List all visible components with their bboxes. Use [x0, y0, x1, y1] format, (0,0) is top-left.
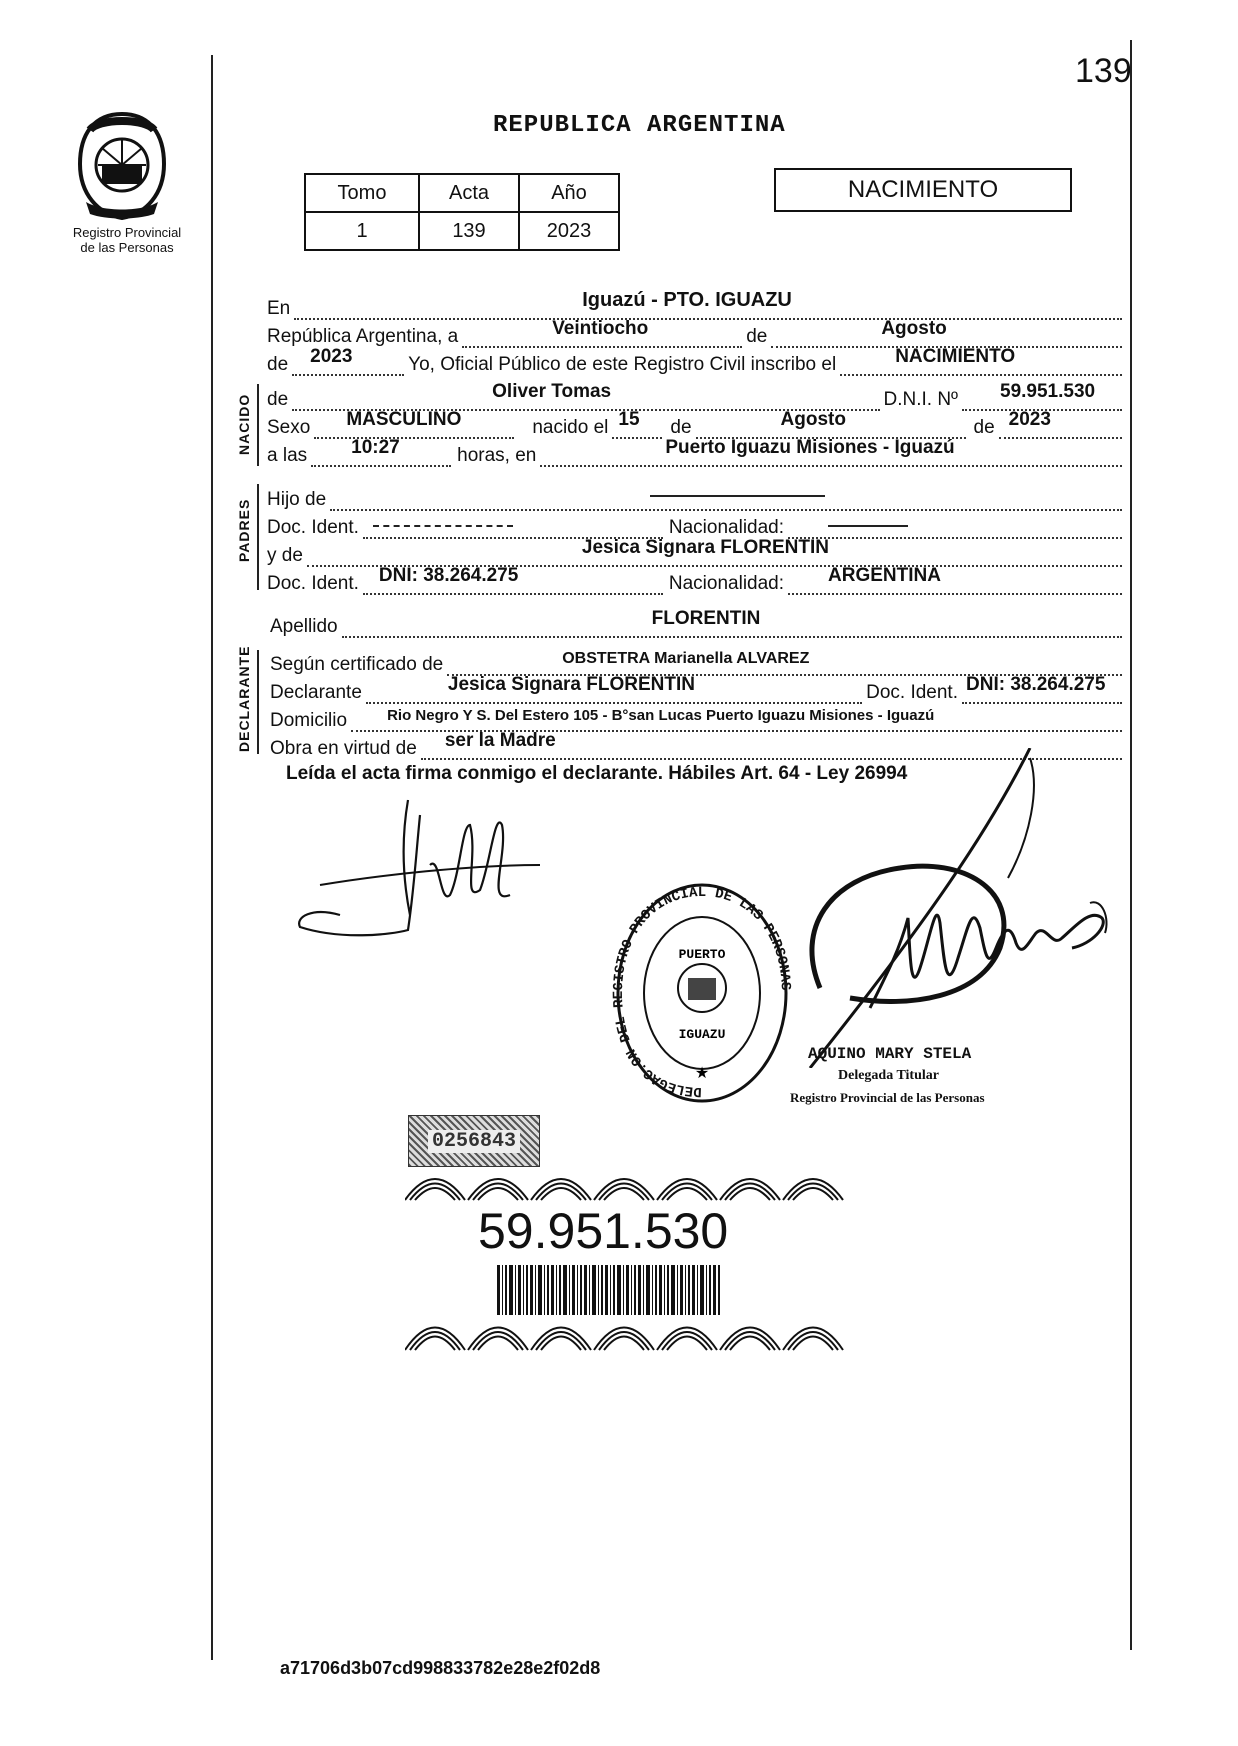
legal-text: Leída el acta firma conmigo el declarante. Hábiles Art. 64 - Ley 26994 — [286, 763, 908, 784]
birth-day: 15 — [618, 409, 640, 430]
birth-day-line — [612, 409, 662, 439]
section-nacido-brace — [257, 384, 259, 466]
type-value: NACIMIENTO — [895, 346, 1016, 367]
row-declarante — [270, 676, 1122, 704]
father-doc-line — [363, 515, 663, 539]
security-small-code: 0256843 — [428, 1130, 520, 1153]
oficial-text: Yo, Oficial Público de este Registro Civil inscribo el — [408, 354, 837, 375]
stamp-ring-text: DELEGAC.ON DEL REGISTRO PROVINCIAL DE LAS PERSONAS — [612, 884, 792, 1100]
birth-de-label: de — [670, 417, 692, 438]
footer-hash: a71706d3b07cd998833782e28e2f02d8 — [280, 1658, 601, 1678]
page-number: 139 — [1075, 52, 1132, 90]
row-nacido-name — [267, 383, 1122, 411]
acta-value-anio: 2023 — [519, 212, 619, 250]
en-value: Iguazú - PTO. IGUAZU — [582, 289, 792, 311]
father-name-blank — [650, 495, 825, 497]
father-nac-blank — [828, 525, 908, 527]
row-en — [267, 289, 1122, 320]
obra-value: ser la Madre — [444, 730, 556, 751]
row-certificado — [270, 648, 1122, 676]
republica-label: República Argentina, a — [267, 326, 459, 347]
declarante-doc: DNI: 38.264.275 — [966, 674, 1106, 695]
stamp-inner-bottom: IGUAZU — [678, 1027, 726, 1042]
official-stamp — [612, 878, 792, 1108]
record-type-box: NACIMIENTO — [774, 168, 1072, 212]
sexo-label: Sexo — [267, 417, 311, 438]
domicilio-value: Rio Negro Y S. Del Estero 105 - B°san Lucas Puerto Iguazu Misiones - Iguazú — [387, 707, 935, 724]
father-name-line — [330, 487, 1122, 511]
birth-de-label-2: de — [973, 417, 995, 438]
security-dni-number: 59.951.530 — [478, 1203, 729, 1259]
declarante-doc-label: Doc. Ident. — [866, 682, 958, 703]
row-republica — [267, 320, 1122, 348]
en-line — [294, 289, 1122, 320]
birth-month-line — [696, 409, 966, 439]
mother-nationality: ARGENTINA — [828, 565, 941, 586]
security-seal-code — [408, 1115, 540, 1167]
row-father-doc — [267, 511, 1122, 539]
nacido-el-label: nacido el — [532, 417, 609, 438]
country-title: REPUBLICA ARGENTINA — [493, 112, 786, 139]
official-name: AQUINO MARY STELA — [808, 1045, 972, 1063]
domicilio-label: Domicilio — [270, 710, 348, 731]
mother-doc-line — [363, 565, 663, 595]
logo-caption — [52, 225, 202, 255]
section-padres-brace — [257, 484, 259, 590]
logo-caption-line-1: Registro Provincial — [72, 225, 182, 240]
apellido-line — [342, 608, 1122, 638]
hour-line — [311, 437, 451, 467]
row-sexo — [267, 411, 1122, 439]
birth-place: Puerto Iguazu Misiones - Iguazú — [665, 437, 955, 458]
en-label: En — [267, 298, 291, 319]
father-doc-blank — [373, 525, 513, 527]
hijo-de-label: Hijo de — [267, 489, 327, 510]
row-hora — [267, 439, 1122, 467]
row-apellido — [270, 610, 1122, 638]
child-name: Oliver Tomas — [492, 381, 612, 402]
mother-nac-line — [788, 565, 1122, 595]
father-nac-line — [788, 515, 1122, 539]
birth-year: 2023 — [1008, 409, 1051, 430]
section-declarante-label: DECLARANTE — [236, 645, 252, 752]
hour-value: 10:27 — [351, 437, 400, 458]
left-margin-line — [211, 55, 213, 1660]
birth-year-line — [999, 409, 1122, 439]
guilloche-band-bottom — [405, 1320, 845, 1352]
section-declarante-brace — [257, 650, 259, 754]
logo-caption-line-2: de las Personas — [80, 240, 174, 255]
mother-name-line — [307, 537, 1122, 567]
declarante-line — [366, 674, 862, 704]
declarante-value: Jesica Signara FLORENTIN — [447, 674, 695, 695]
month-line — [771, 318, 1122, 348]
stamp-star-icon: ★ — [694, 1065, 710, 1082]
section-nacido-label: NACIDO — [236, 393, 252, 455]
year-line — [292, 346, 404, 376]
official-org: Registro Provincial de las Personas — [790, 1090, 985, 1105]
declarant-signature — [290, 795, 560, 945]
month-value: Agosto — [881, 318, 947, 339]
certificado-label: Según certificado de — [270, 654, 444, 675]
official-role: Delegada Titular — [838, 1068, 939, 1083]
section-padres-label: PADRES — [236, 498, 252, 562]
acta-header-anio: Año — [519, 174, 619, 212]
guilloche-band-top — [405, 1172, 845, 1202]
declarante-label: Declarante — [270, 682, 362, 703]
y-de-label: y de — [267, 545, 303, 566]
province-logo — [72, 110, 172, 222]
apellido-value: FLORENTIN — [651, 608, 761, 629]
name-line — [292, 381, 879, 411]
dni-line — [962, 381, 1122, 411]
year-prefix: de — [267, 354, 289, 375]
row-y-de — [267, 539, 1122, 567]
acta-header-tomo: Tomo — [305, 174, 419, 212]
row-domicilio — [270, 704, 1122, 732]
day-value: Veintiocho — [552, 318, 649, 339]
sexo-line — [314, 409, 514, 439]
acta-header-acta: Acta — [419, 174, 519, 212]
row-mother-doc — [267, 567, 1122, 595]
day-line — [462, 318, 742, 348]
obra-label: Obra en virtud de — [270, 738, 417, 759]
domicilio-line — [351, 708, 1122, 732]
father-doc-label: Doc. Ident. — [267, 517, 359, 538]
row-hijo-de — [267, 483, 1122, 511]
a-las-label: a las — [267, 445, 308, 466]
acta-value-acta: 139 — [419, 212, 519, 250]
apellido-label: Apellido — [270, 616, 338, 637]
mother-doc-label: Doc. Ident. — [267, 573, 359, 594]
stamp-inner-top: PUERTO — [678, 947, 726, 962]
barcode — [497, 1265, 722, 1315]
dni-label: D.N.I. Nº — [883, 389, 958, 410]
mother-nac-label: Nacionalidad: — [668, 573, 785, 594]
row-year — [267, 348, 1122, 376]
year-value: 2023 — [310, 346, 353, 367]
official-signature — [790, 748, 1140, 1068]
horas-label: horas, en — [457, 445, 537, 466]
type-line — [840, 346, 1122, 376]
birth-month: Agosto — [780, 409, 846, 430]
nacido-de-label: de — [267, 389, 289, 410]
declarante-doc-line — [962, 674, 1122, 704]
place-line — [540, 437, 1122, 467]
acta-value-tomo: 1 — [305, 212, 419, 250]
mother-name: Jesica Signara FLORENTIN — [581, 537, 829, 558]
de-label: de — [746, 326, 768, 347]
father-nac-label: Nacionalidad: — [668, 517, 785, 538]
mother-doc: DNI: 38.264.275 — [378, 565, 519, 586]
acta-table — [304, 173, 620, 251]
sexo-value: MASCULINO — [346, 409, 462, 430]
child-dni: 59.951.530 — [1000, 381, 1096, 402]
certificado-line — [447, 652, 1122, 676]
certificado-value: OBSTETRA Marianella ALVAREZ — [562, 650, 810, 667]
